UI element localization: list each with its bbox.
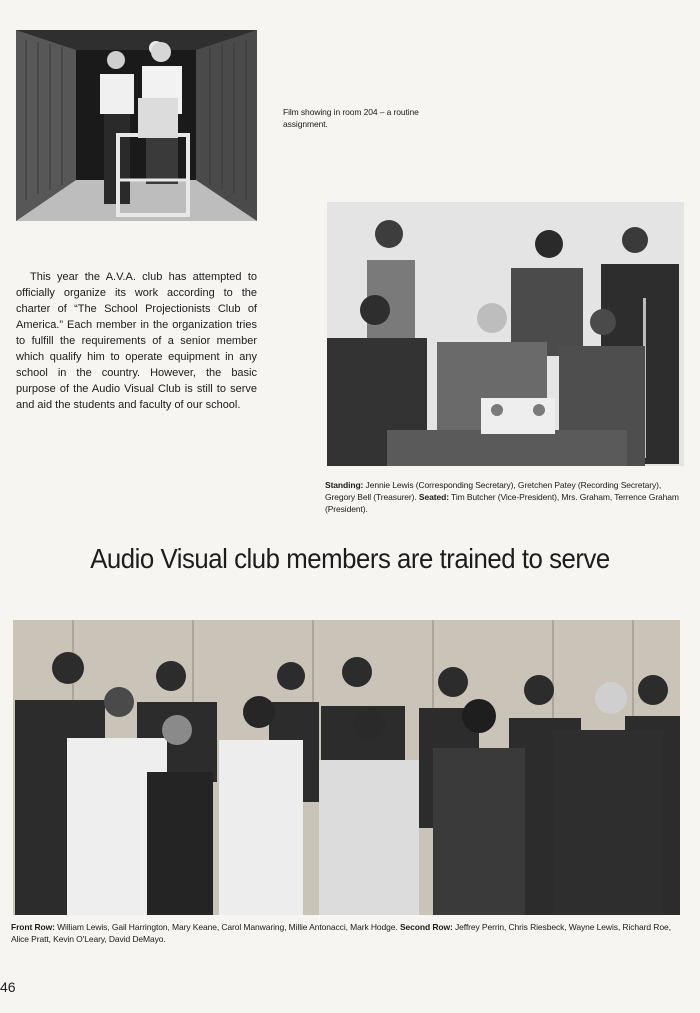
hallway-photo-caption: Film showing in room 204 – a routine assignment. — [283, 107, 419, 129]
officers-photo — [327, 202, 684, 466]
officers-photo-image — [327, 202, 684, 466]
page-number: 46 — [0, 979, 16, 995]
seated-names: Tim Butcher (Vice-President), Mrs. Graham, Terrence Graham (President). — [325, 492, 679, 514]
hallway-photo-image — [16, 30, 257, 221]
page-headline: Audio Visual club members are trained to serve — [90, 543, 610, 574]
front-row-label: Front Row: — [11, 922, 55, 932]
officers-caption — [325, 479, 687, 515]
group-photo — [13, 620, 680, 915]
standing-names: Jennie Lewis (Corresponding Secretary), Gretchen Patey (Recording Secretary), Gregory Bell (Treasurer). — [325, 480, 662, 502]
standing-label: Standing: — [325, 480, 364, 490]
group-caption — [11, 921, 683, 945]
front-row-names: William Lewis, Gail Harrington, Mary Keane, Carol Manwaring, Millie Antonacci, Mark Hodge. — [54, 922, 400, 932]
group-photo-image — [13, 620, 680, 915]
seated-label: Seated: — [418, 492, 449, 502]
intro-paragraph: This year the A.V.A. club has attempted to officially organize its work according to the charter of “The School Projectionists Club of America.” Each member in the organization tries to fulfill the requirements of a senior member which qualify him to operate equipment in any school in the country. However, the basic purpose of the Audio Visual Club is still to serve and aid the students and faculty of our school. — [16, 271, 257, 411]
second-row-names: Jeffrey Perrin, Chris Riesbeck, Wayne Lewis, Richard Roe, Alice Pratt, Kevin O'Leary, David DeMayo. — [11, 922, 671, 944]
second-row-label: Second Row: — [399, 922, 453, 932]
hallway-photo — [16, 30, 257, 221]
